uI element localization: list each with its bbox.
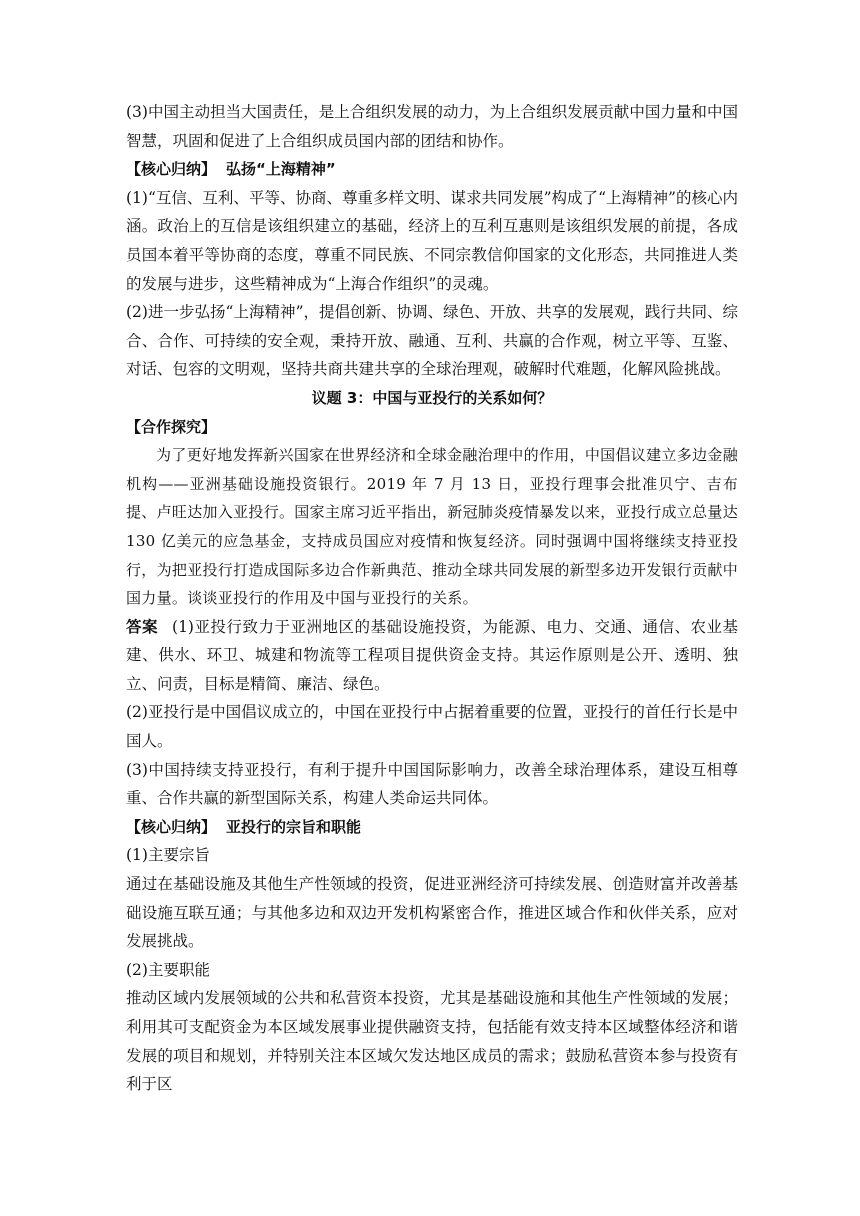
paragraph-section-a-3: (3)中国主动担当大国责任，是上合组织发展的动力，为上合组织发展贡献中国力量和中国智慧，巩固和促进了上合组织成员国内部的团结和协作。 [126, 103, 738, 150]
core-summary-label-2: 【核心归纳】 [126, 817, 217, 836]
summary1-paragraph-2: (2)进一步弘扬“上海精神”，提倡创新、协调、绿色、开放、共享的发展观，践行共同、综合、合作、可持续的安全观，秉持开放、融通、互利、共赢的合作观，树立平等、互鉴、对话、包容的文明观，坚持共商共建共享的全球治理观，破解时代难题，化解风险挑战。 [126, 303, 738, 379]
cooperative-inquiry-label: 【合作探究】 [126, 417, 217, 436]
case-material-text: 为了更好地发挥新兴国家在世界经济和全球金融治理中的作用，中国倡议建立多边金融机构——亚洲基础设施投资银行。2019 年 7 月 13 日，亚投行理事会批准贝宁、吉布提、卢旺达加入亚投行。国家主席习近平指出，新冠肺炎疫情暴发以来，亚投行成立总量达 130 亿美元的应急基金，支持成员国应对疫情和恢复经济。同时强调中国将继续支持亚投行，为把亚投行打造成国际多边合作新典范、推动全球共同发展的新型多边开发银行贡献中国力量。谈谈亚投行的作用及中国与亚投行的关系。 [126, 446, 739, 608]
answer-paragraph-2: (2)亚投行是中国倡议成立的，中国在亚投行中占据着重要的位置，亚投行的首任行长是中国人。 [126, 703, 738, 751]
answer-text-1: (1)亚投行致力于亚洲地区的基础设施投资，为能源、电力、交通、通信、农业基建、供水、环卫、城建和物流等工程项目提供资金支持。其运作原则是公开、透明、独立、问责，目标是精简、廉洁、绿色。 [126, 617, 738, 693]
core-summary-title-2: 亚投行的宗旨和职能 [226, 817, 362, 836]
main-purpose-text: 通过在基础设施及其他生产性领域的投资，促进亚洲经济可持续发展、创造财富并改善基础设施互联互通；与其他多边和双边开发机构紧密合作，推进区域合作和伙伴关系，应对发展挑战。 [126, 875, 738, 951]
answer-paragraph-1 [126, 613, 738, 699]
core-summary-label: 【核心归纳】 [126, 160, 217, 179]
summary1-paragraph-1: (1)“互信、互利、平等、协商、尊重多样文明、谋求共同发展”构成了“上海精神”的核心内涵。政治上的互信是该组织建立的基础，经济上的互利互惠则是该组织发展的前提，各成员国本着平等协商的态度，尊重不同民族、不同宗教信仰国家的文化形态，共同推进人类的发展与进步，这些精神成为“上海合作组织”的灵魂。 [126, 188, 738, 293]
document-page [126, 98, 738, 1099]
main-functions-heading: (2)主要职能 [126, 960, 210, 979]
answer-paragraph-3: (3)中国持续支持亚投行，有利于提升中国国际影响力，改善全球治理体系，建设互相尊重、合作共赢的新型国际关系，构建人类命运共同体。 [126, 760, 738, 808]
core-summary-title: 弘扬“上海精神” [226, 160, 336, 179]
topic-3-title: 议题 3：中国与亚投行的关系如何？ [311, 388, 553, 407]
answer-label: 答案 [126, 617, 159, 636]
core-summary-heading-1 [126, 155, 738, 184]
core-summary-heading-2 [126, 813, 738, 842]
main-purpose-heading: (1)主要宗旨 [126, 846, 210, 865]
main-functions-text: 推动区域内发展领域的公共和私营资本投资，尤其是基础设施和其他生产性领域的发展；利用其可支配资金为本区域发展事业提供融资支持，包括能有效支持本区域整体经济和谐发展的项目和规划，并特别关注本区域欠发达地区成员的需求；鼓励私营资本参与投资有利于区 [126, 989, 738, 1094]
